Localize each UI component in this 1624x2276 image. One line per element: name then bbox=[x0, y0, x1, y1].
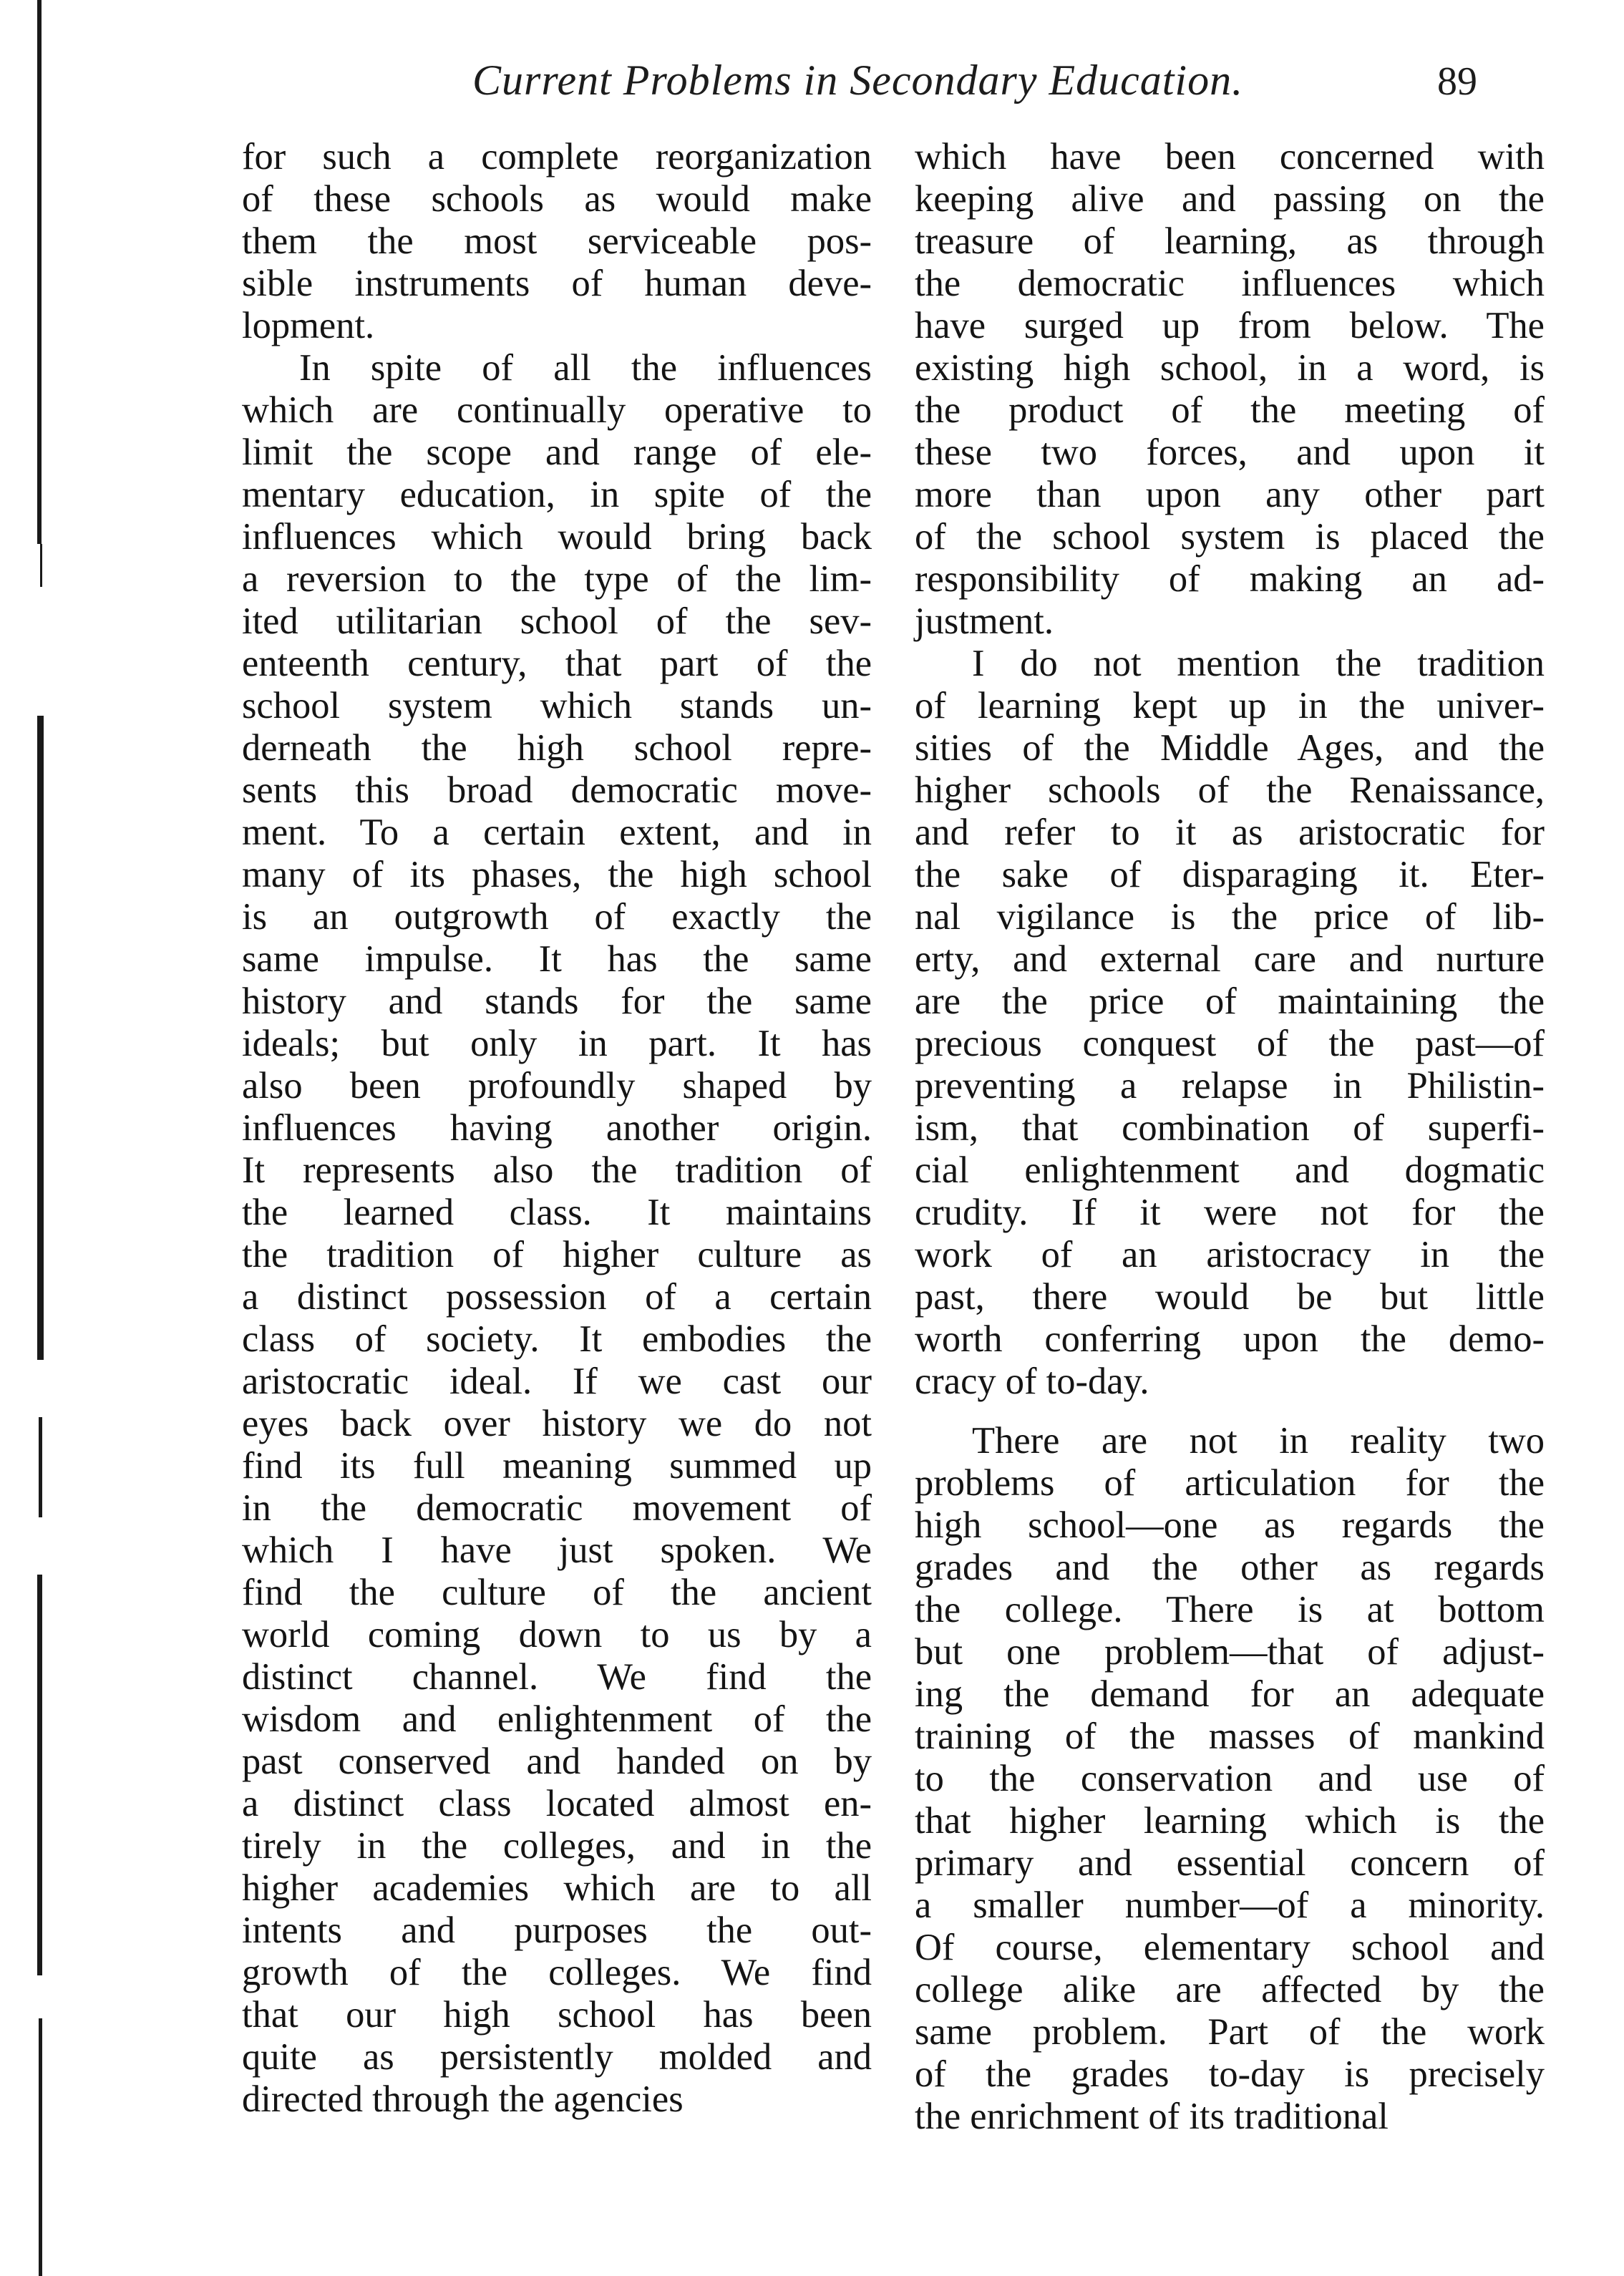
text-line: directed through the agencies bbox=[242, 2078, 684, 2120]
text-line: wisdom and enlightenment of the bbox=[242, 1698, 872, 1740]
text-line: cracy of to-day. bbox=[915, 1361, 1149, 1402]
text-line: ing the demand for an adequate bbox=[915, 1673, 1545, 1715]
text-line: and refer to it as aristocratic for bbox=[915, 812, 1545, 853]
text-line: to the conservation and use of bbox=[915, 1758, 1545, 1799]
text-line: intents and purposes the out- bbox=[242, 1910, 872, 1951]
text-line: tirely in the colleges, and in the bbox=[242, 1825, 872, 1867]
text-line: many of its phases, the high school bbox=[242, 854, 872, 895]
text-line: the learned class. It maintains bbox=[242, 1192, 872, 1233]
text-line: treasure of learning, as through bbox=[915, 220, 1545, 262]
text-line: primary and essential concern of bbox=[915, 1842, 1545, 1884]
text-line: eyes back over history we do not bbox=[242, 1403, 872, 1444]
text-line: growth of the colleges. We find bbox=[242, 1952, 872, 1993]
paragraph-gap bbox=[915, 1403, 1545, 1420]
text-line: the tradition of higher culture as bbox=[242, 1234, 872, 1275]
text-line: sents this broad democratic move- bbox=[242, 769, 872, 811]
text-line: them the most serviceable pos- bbox=[242, 220, 872, 262]
text-line: aristocratic ideal. If we cast our bbox=[242, 1361, 872, 1402]
text-line: but one problem—that of adjust- bbox=[915, 1631, 1545, 1673]
text-line: ment. To a certain extent, and in bbox=[242, 812, 872, 853]
text-line: grades and the other as regards bbox=[915, 1547, 1545, 1588]
text-line: problems of articulation for the bbox=[915, 1462, 1545, 1504]
text-line: a reversion to the type of the lim- bbox=[242, 558, 872, 600]
text-line: which are continually operative to bbox=[242, 389, 872, 431]
page-number: 89 bbox=[1437, 59, 1477, 104]
paragraph bbox=[242, 136, 872, 347]
text-line: class of society. It embodies the bbox=[242, 1318, 872, 1360]
text-line: also been profoundly shaped by bbox=[242, 1065, 872, 1107]
text-line: same impulse. It has the same bbox=[242, 938, 872, 980]
text-line: of these schools as would make bbox=[242, 178, 872, 220]
text-line: the college. There is at bottom bbox=[915, 1589, 1545, 1630]
text-line: ideals; but only in part. It has bbox=[242, 1023, 872, 1064]
text-line: Of course, elementary school and bbox=[915, 1927, 1545, 1968]
text-line: sible instruments of human deve- bbox=[242, 263, 872, 304]
text-line: is an outgrowth of exactly the bbox=[242, 896, 872, 938]
paragraph bbox=[915, 1420, 1545, 2138]
text-line: It represents also the tradition of bbox=[242, 1149, 872, 1191]
text-line: find the culture of the ancient bbox=[242, 1572, 872, 1613]
text-line: which have been concerned with bbox=[915, 136, 1545, 177]
paragraph bbox=[915, 136, 1545, 643]
text-line: In spite of all the influences bbox=[299, 347, 872, 389]
text-line: of the grades to-day is precisely bbox=[915, 2053, 1545, 2095]
text-line: higher academies which are to all bbox=[242, 1867, 872, 1909]
text-line: of the school system is placed the bbox=[915, 516, 1545, 558]
text-line: that our high school has been bbox=[242, 1994, 872, 2036]
text-line: training of the masses of mankind bbox=[915, 1716, 1545, 1757]
text-line: past conserved and handed on by bbox=[242, 1741, 872, 1782]
text-line: history and stands for the same bbox=[242, 981, 872, 1022]
text-line: responsibility of making an ad- bbox=[915, 558, 1545, 600]
text-line: the enrichment of its traditional bbox=[915, 2096, 1389, 2137]
text-line: influences which would bring back bbox=[242, 516, 872, 558]
text-line: the product of the meeting of bbox=[915, 389, 1545, 431]
right-column bbox=[915, 136, 1545, 2138]
text-line: cial enlightenment and dogmatic bbox=[915, 1149, 1545, 1191]
text-line: world coming down to us by a bbox=[242, 1614, 872, 1655]
text-line: influences having another origin. bbox=[242, 1107, 872, 1149]
text-line: more than upon any other part bbox=[915, 474, 1545, 515]
paragraph bbox=[915, 643, 1545, 1403]
text-line: in the democratic movement of bbox=[242, 1487, 872, 1529]
text-line: a distinct possession of a certain bbox=[242, 1276, 872, 1318]
text-line: high school—one as regards the bbox=[915, 1504, 1545, 1546]
left-column bbox=[242, 136, 872, 2121]
text-line: precious conquest of the past—of bbox=[915, 1023, 1545, 1064]
text-line: work of an aristocracy in the bbox=[915, 1234, 1545, 1275]
text-line: lopment. bbox=[242, 305, 375, 346]
text-line: worth conferring upon the demo- bbox=[915, 1318, 1545, 1360]
text-line: derneath the high school repre- bbox=[242, 727, 872, 769]
text-line: that higher learning which is the bbox=[915, 1800, 1545, 1842]
text-line: mentary education, in spite of the bbox=[242, 474, 872, 515]
text-line: nal vigilance is the price of lib- bbox=[915, 896, 1545, 938]
text-line: ism, that combination of superfi- bbox=[915, 1107, 1545, 1149]
text-line: of learning kept up in the univer- bbox=[915, 685, 1545, 726]
text-line: keeping alive and passing on the bbox=[915, 178, 1545, 220]
text-line: which I have just spoken. We bbox=[242, 1530, 872, 1571]
text-line: the democratic influences which bbox=[915, 263, 1545, 304]
text-line: quite as persistently molded and bbox=[242, 2036, 872, 2078]
paragraph bbox=[242, 347, 872, 2121]
binding-edge bbox=[37, 0, 47, 2276]
text-line: crudity. If it were not for the bbox=[915, 1192, 1545, 1233]
text-line: are the price of maintaining the bbox=[915, 981, 1545, 1022]
text-line: existing high school, in a word, is bbox=[915, 347, 1545, 389]
text-line: a distinct class located almost en- bbox=[242, 1783, 872, 1824]
text-line: distinct channel. We find the bbox=[242, 1656, 872, 1698]
text-line: higher schools of the Renaissance, bbox=[915, 769, 1545, 811]
text-line: have surged up from below. The bbox=[915, 305, 1545, 346]
text-line: the sake of disparaging it. Eter- bbox=[915, 854, 1545, 895]
text-line: a smaller number—of a minority. bbox=[915, 1884, 1545, 1926]
text-line: enteenth century, that part of the bbox=[242, 643, 872, 684]
text-line: find its full meaning summed up bbox=[242, 1445, 872, 1487]
text-line: erty, and external care and nurture bbox=[915, 938, 1545, 980]
text-line: sities of the Middle Ages, and the bbox=[915, 727, 1545, 769]
text-line: justment. bbox=[915, 600, 1054, 642]
text-line: ited utilitarian school of the sev- bbox=[242, 600, 872, 642]
text-line: past, there would be but little bbox=[915, 1276, 1545, 1318]
text-line: same problem. Part of the work bbox=[915, 2011, 1545, 2053]
text-line: for such a complete reorganization bbox=[242, 136, 872, 177]
text-line: school system which stands un- bbox=[242, 685, 872, 726]
text-line: limit the scope and range of ele- bbox=[242, 432, 872, 473]
text-line: these two forces, and upon it bbox=[915, 432, 1545, 473]
running-title: Current Problems in Secondary Education. bbox=[472, 57, 1244, 104]
text-line: I do not mention the tradition bbox=[972, 643, 1545, 684]
text-line: There are not in reality two bbox=[972, 1420, 1545, 1462]
text-line: college alike are affected by the bbox=[915, 1969, 1545, 2010]
text-line: preventing a relapse in Philistin- bbox=[915, 1065, 1545, 1107]
